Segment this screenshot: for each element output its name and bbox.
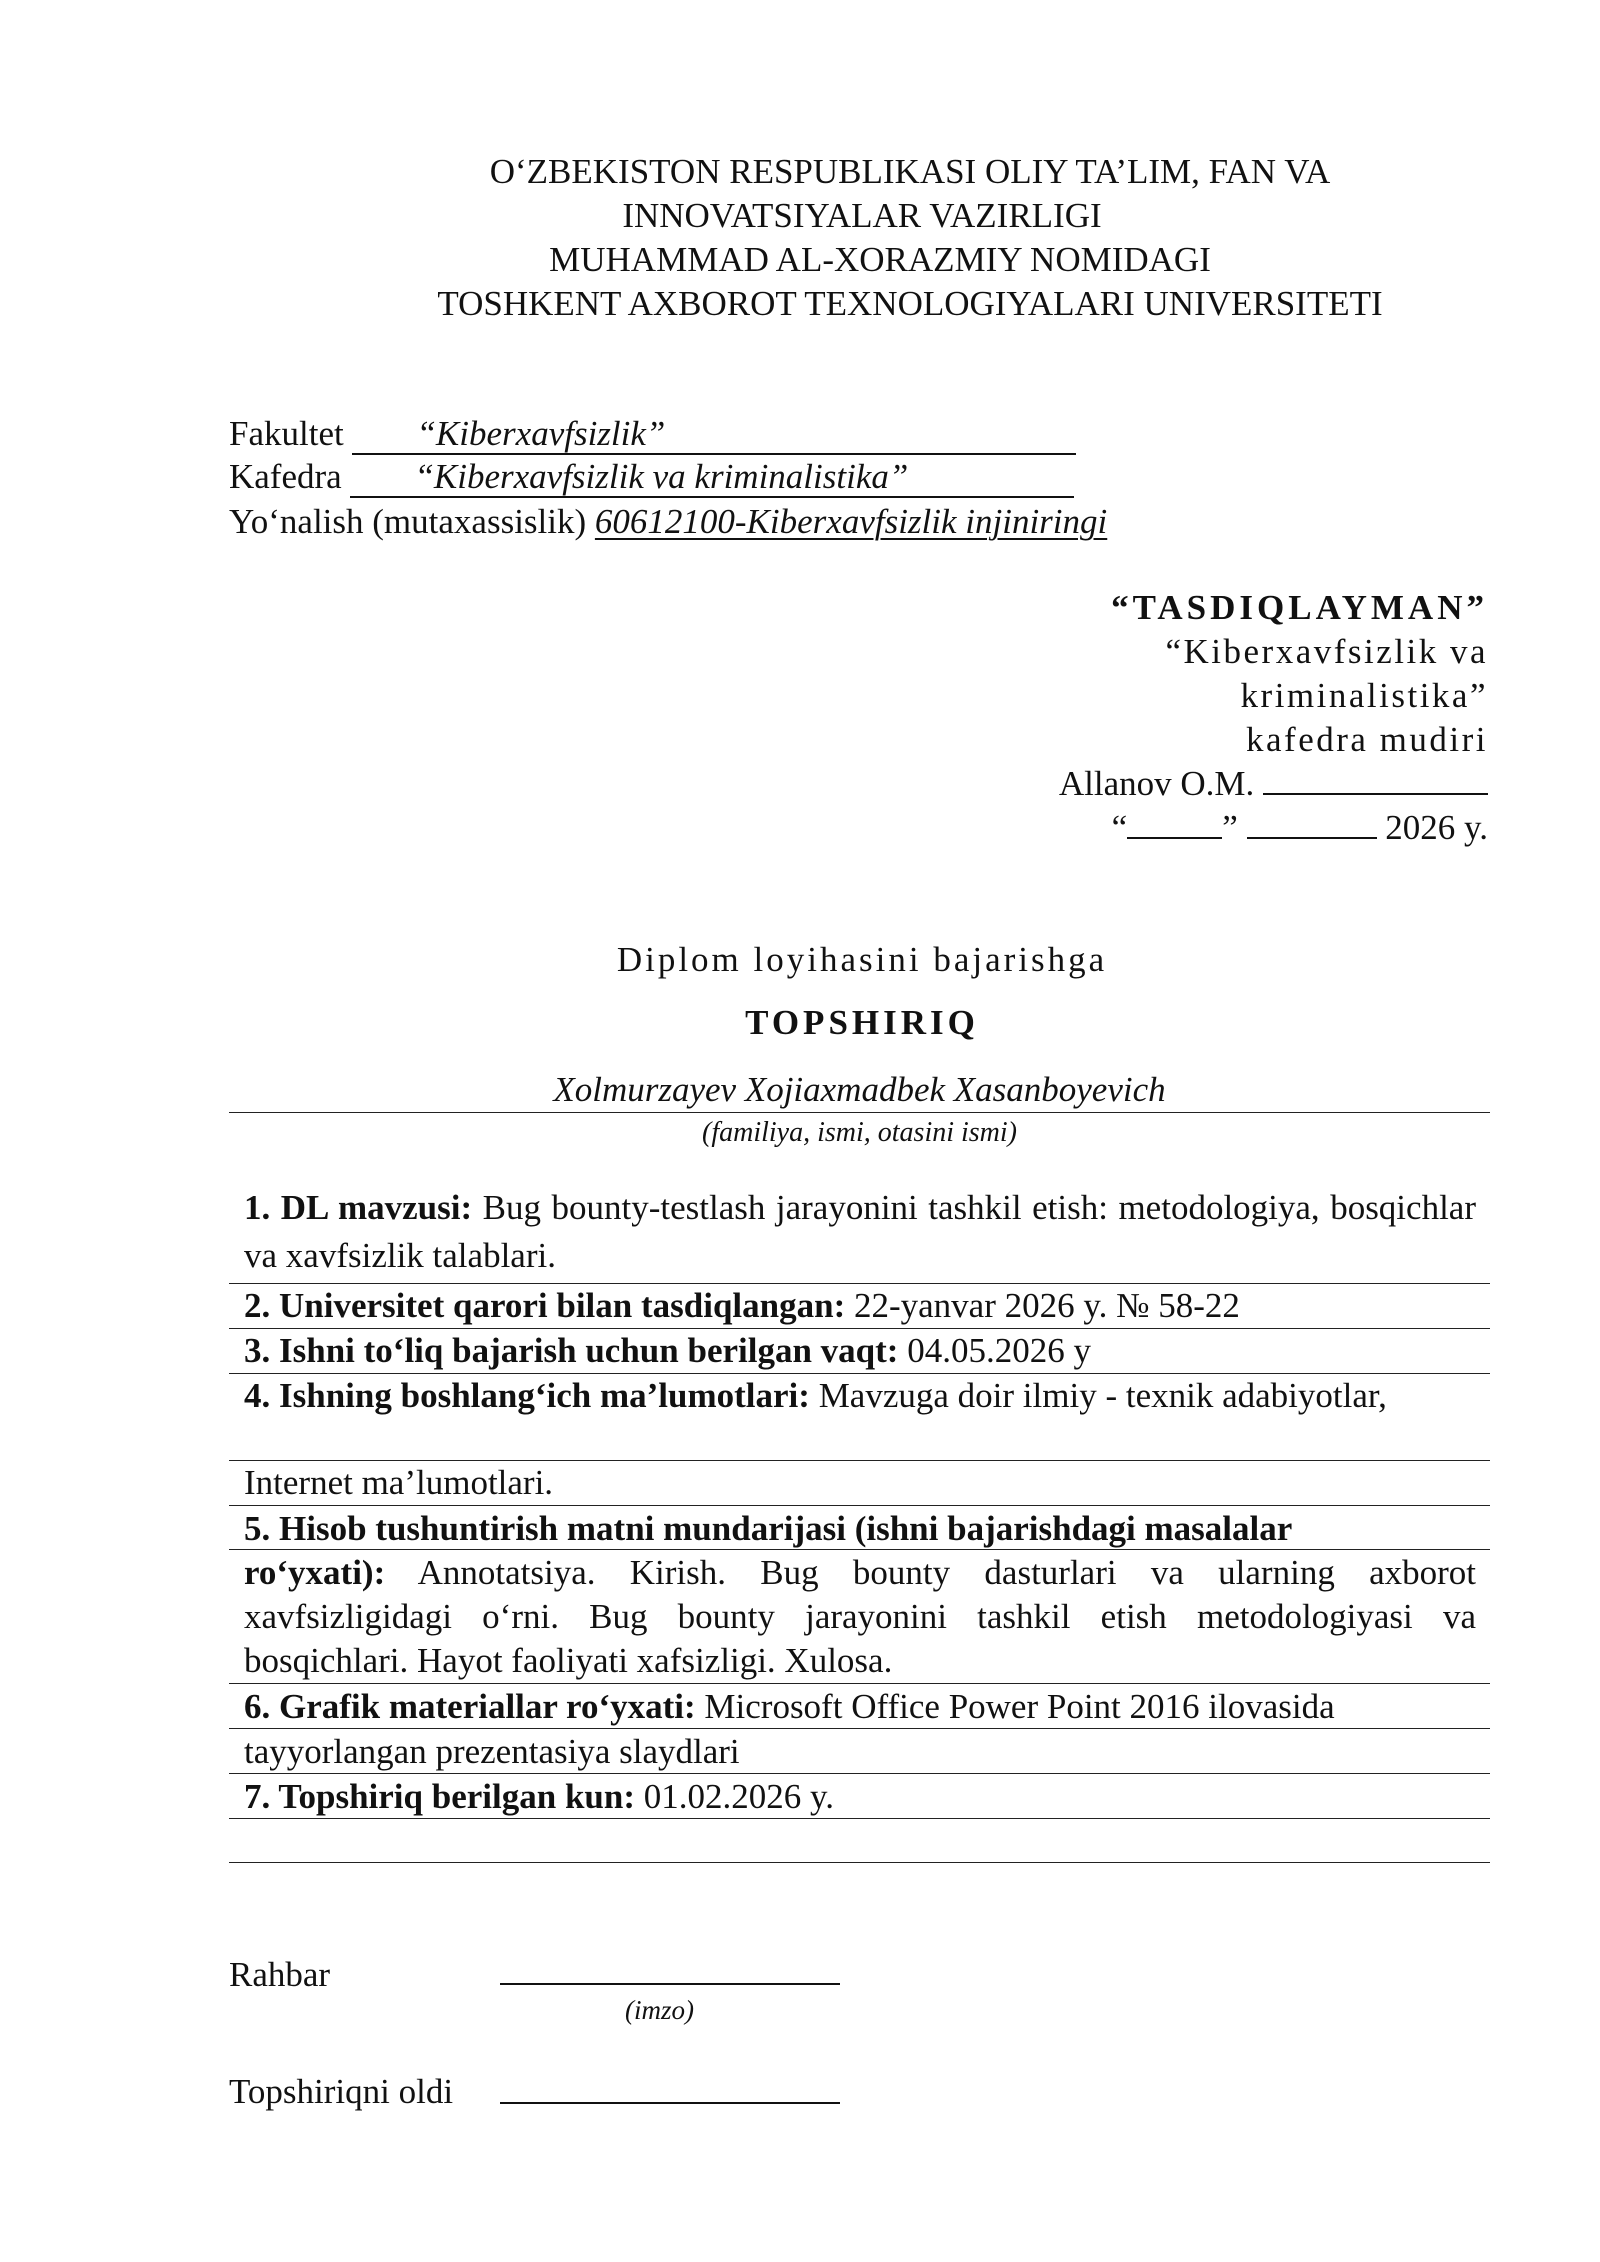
item-2 (244, 1284, 1476, 1328)
approval-signature-row (1059, 764, 1488, 804)
ministry-line-2: INNOVATSIYALAR VAZIRLIGI (622, 196, 1102, 235)
student-caption: (familiya, ismi, otasini ismi) (702, 1117, 1017, 1148)
date-open-quote: “ (1111, 808, 1128, 847)
date-year: 2026 y. (1385, 808, 1488, 847)
rule-6a (229, 1728, 1490, 1729)
approval-line-2: kriminalistika” (1240, 676, 1488, 715)
item-7-text: 01.02.2026 y. (643, 1777, 834, 1816)
fakultet-row (229, 414, 1076, 455)
item-2-label: 2. Universitet qarori bilan tasdiqlangan: (244, 1286, 846, 1325)
oldi-label: Topshiriqni oldi (229, 2072, 454, 2111)
item-5-text: Annotatsiya. Kirish. Bug bounty dasturlari va ularning axborot xavfsizligidagi o‘rni. Bug bounty jarayonini tashkil etish metodologiyasi va bosqichlari. Hayot faoliyati xafsizligi. Xulosa. (244, 1553, 1477, 1680)
date-month-line (1247, 809, 1377, 839)
item-4-label: 4. Ishning boshlang‘ich ma’lumotlari: (244, 1376, 810, 1415)
yonalish-label: Yo‘nalish (mutaxassislik) (229, 502, 587, 541)
university-line-1: MUHAMMAD AL-XORAZMIY NOMIDAGI (549, 240, 1211, 279)
yonalish-row (229, 502, 1107, 542)
fakultet-label: Fakultet (229, 414, 344, 453)
item-4 (244, 1374, 1476, 1418)
kafedra-value: “Kiberxavfsizlik va kriminalistika” (350, 458, 1074, 498)
head-signature-line (1263, 765, 1488, 795)
fakultet-value: “Kiberxavfsizlik” (352, 415, 1076, 455)
rahbar-label: Rahbar (229, 1955, 331, 1994)
imzo-caption: (imzo) (625, 1995, 694, 2025)
item-1 (244, 1184, 1476, 1280)
rule-7 (229, 1818, 1490, 1819)
oldi-signature-line (500, 2102, 840, 2104)
item-3-label: 3. Ishni to‘liq bajarish uchun berilgan vaqt: (244, 1331, 899, 1370)
item-1-label: 1. DL mavzusi: (244, 1188, 473, 1227)
item-6-label: 6. Grafik materiallar ro‘yxati: (244, 1687, 696, 1726)
item-4-text: Mavzuga doir ilmiy - texnik adabiyotlar, (818, 1376, 1387, 1415)
approval-date-row (1112, 808, 1488, 848)
item-2-text: 22-yanvar 2026 y. № 58-22 (853, 1286, 1240, 1325)
assignment-subtitle: Diplom loyihasini bajarishga (616, 940, 1108, 979)
assignment-title: TOPSHIRIQ (745, 1003, 979, 1042)
item-6-text: Microsoft Office Power Point 2016 ilovasida (704, 1687, 1335, 1726)
ministry-line-1: O‘ZBEKISTON RESPUBLIKASI OLIY TA’LIM, FAN VA (489, 152, 1331, 191)
yonalish-value: 60612100-Kiberxavfsizlik injiniringi (594, 502, 1108, 541)
approval-title: “TASDIQLAYMAN” (1111, 588, 1488, 627)
item-7 (244, 1775, 1476, 1819)
rahbar-signature-line (500, 1983, 840, 1985)
rule-5b (229, 1683, 1490, 1684)
date-close-quote: ” (1222, 808, 1238, 847)
university-line-2: TOSHKENT AXBOROT TEXNOLOGIYALARI UNIVERSITETI (437, 284, 1383, 323)
rule-6b (229, 1773, 1490, 1774)
date-day-line (1127, 809, 1222, 839)
item-6-text-2: tayyorlangan prezentasiya slaydlari (244, 1732, 740, 1771)
item-5-label-line-1: 5. Hisob tushuntirish matni mundarijasi (ishni bajarishdagi masalalar (244, 1509, 1293, 1548)
student-name-line (229, 1112, 1490, 1113)
head-name: Allanov O.M. (1058, 764, 1255, 803)
student-name: Xolmurzayev Xojiaxmadbek Xasanboyevich (553, 1070, 1166, 1109)
kafedra-label: Kafedra (229, 457, 342, 496)
rule-4b (229, 1505, 1490, 1506)
item-1-text: Bug bounty-testlash jarayonini tashkil etish: metodologiya, bosqichlar va xavfsizlik talablari. (244, 1188, 1476, 1275)
rule-5a (229, 1549, 1490, 1550)
kafedra-row (229, 457, 1074, 498)
item-7-label: 7. Topshiriq berilgan kun: (244, 1777, 635, 1816)
item-4-text-2: Internet ma’lumotlari. (244, 1463, 554, 1502)
item-5-label-line-2: ro‘yxati): (244, 1553, 386, 1592)
item-6 (244, 1685, 1476, 1729)
approval-line-1: “Kiberxavfsizlik va (1165, 632, 1488, 671)
rule-8 (229, 1862, 1490, 1863)
approval-line-3: kafedra mudiri (1246, 720, 1488, 759)
item-3 (244, 1329, 1476, 1373)
item-5 (244, 1551, 1476, 1683)
item-3-text: 04.05.2026 y (907, 1331, 1091, 1370)
